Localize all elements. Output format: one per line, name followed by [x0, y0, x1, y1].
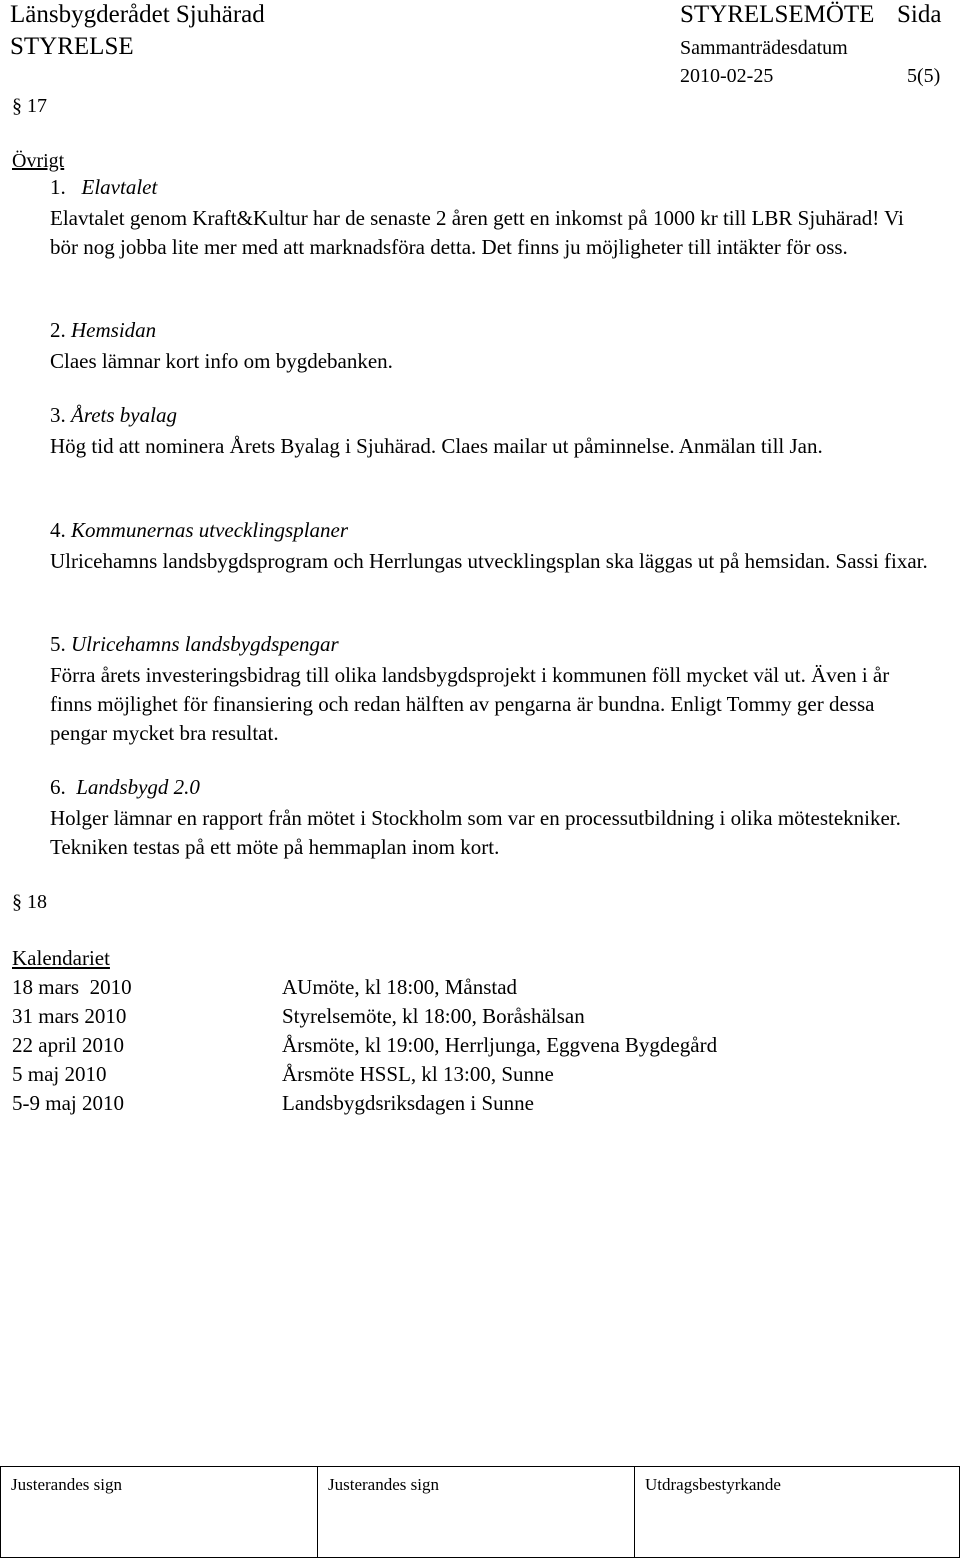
- signature-label: Utdragsbestyrkande: [645, 1475, 781, 1494]
- calendar-event: Årsmöte, kl 19:00, Herrljunga, Eggvena Bygdegård: [282, 1033, 718, 1057]
- item-1-body: Elavtalet genom Kraft&Kultur har de senaste 2 åren gett en inkomst på 1000 kr till LBR Sjuhärad! Vi bör nog jobba lite mer med att marknadsföra detta. Det finns ju möjligheter till intäkter för oss.: [50, 206, 904, 259]
- item-2-body: Claes lämnar kort info om bygdebanken.: [50, 349, 393, 373]
- calendar-date: 5 maj 2010: [12, 1062, 107, 1086]
- item-5-body: Förra årets investeringsbidrag till olika landsbygdsprojekt i kommunen föll mycket väl ut. Även i år finns möjlighet för finansiering och redan hälften av pengarna är bundna. Enligt Tommy ger dessa pengar mycket bra resultat.: [50, 663, 890, 745]
- item-5-title: [50, 634, 339, 655]
- calendar-date: 18 mars 2010: [12, 975, 132, 999]
- item-6-number: 6.: [50, 775, 66, 799]
- board-label: STYRELSE: [10, 33, 134, 60]
- signature-cell-2: [318, 1467, 635, 1557]
- item-2-number: 2.: [50, 318, 66, 342]
- section-17-number: § 17: [12, 95, 47, 117]
- section-18-number: § 18: [12, 891, 47, 913]
- signature-label: Justerandes sign: [328, 1475, 439, 1494]
- item-6-title-text: Landsbygd 2.0: [76, 775, 200, 799]
- section-17-heading: Övrigt: [12, 150, 65, 172]
- item-3-title: [50, 405, 177, 426]
- item-5-number: 5.: [50, 632, 66, 656]
- signature-cell-1: [1, 1467, 318, 1557]
- item-1-number: 1.: [50, 175, 66, 199]
- page-label: Sida: [897, 1, 942, 28]
- item-4-title-text: Kommunernas utvecklingsplaner: [71, 518, 349, 542]
- page-number: 5(5): [907, 65, 941, 87]
- signature-label: Justerandes sign: [11, 1475, 122, 1494]
- calendar-event: Styrelsemöte, kl 18:00, Boråshälsan: [282, 1004, 585, 1028]
- item-3-number: 3.: [50, 403, 66, 427]
- calendar-event: Landsbygdsriksdagen i Sunne: [282, 1091, 534, 1115]
- item-5-title-text: Ulricehamns landsbygdspengar: [71, 632, 339, 656]
- calendar-date: 31 mars 2010: [12, 1004, 127, 1028]
- item-3-body: Hög tid att nominera Årets Byalag i Sjuhärad. Claes mailar ut påminnelse. Anmälan till Jan.: [50, 434, 823, 458]
- signature-cell-3: [635, 1467, 959, 1557]
- item-6-title: [50, 777, 200, 798]
- item-4-number: 4.: [50, 518, 66, 542]
- calendar-event: AUmöte, kl 18:00, Månstad: [282, 975, 518, 999]
- item-1-title-text: Elavtalet: [81, 175, 158, 199]
- calendar-date: 5-9 maj 2010: [12, 1091, 124, 1115]
- org-name: Länsbygderådet Sjuhärad: [10, 1, 265, 28]
- calendar-event: Årsmöte HSSL, kl 13:00, Sunne: [282, 1062, 554, 1086]
- meeting-date: 2010-02-25: [680, 65, 774, 87]
- item-2-title: [50, 320, 156, 341]
- date-label: Sammanträdesdatum: [680, 37, 848, 59]
- item-3-title-text: Årets byalag: [71, 403, 177, 427]
- meeting-type: STYRELSEMÖTE: [680, 1, 875, 28]
- calendar-date: 22 april 2010: [12, 1033, 124, 1057]
- item-6-body: Holger lämnar en rapport från mötet i Stockholm som var en processutbildning i olika mötestekniker. Tekniken testas på ett möte på hemmaplan inom kort.: [50, 806, 901, 859]
- signature-table: [0, 1466, 960, 1558]
- item-1-title: [50, 177, 157, 198]
- item-4-title: [50, 520, 348, 541]
- item-4-body: Ulricehamns landsbygdsprogram och Herrlungas utvecklingsplan ska läggas ut på hemsidan. Sassi fixar.: [50, 549, 928, 573]
- item-2-title-text: Hemsidan: [71, 318, 157, 342]
- section-18-heading: Kalendariet: [12, 946, 110, 970]
